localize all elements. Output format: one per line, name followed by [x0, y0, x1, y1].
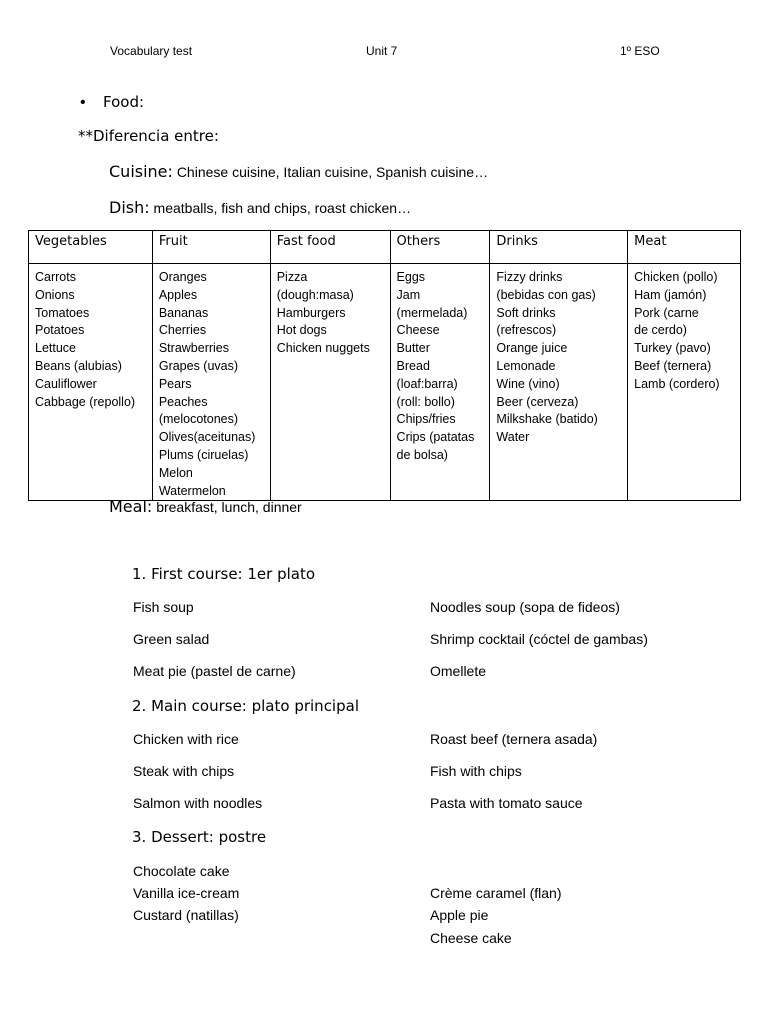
table-cell-line: Tomatoes — [35, 305, 90, 320]
table-cell-line: Cabbage (repollo) — [35, 394, 136, 409]
table-header: Others — [390, 231, 490, 264]
list-item: Steak with chips — [133, 763, 235, 779]
table-cell-line: Strawberries — [158, 341, 230, 356]
cuisine-examples: Chinese cuisine, Italian cuisine, Spanish cuisine… — [176, 164, 489, 180]
list-item: Salmon with noodles — [133, 795, 263, 811]
table-header: Fruit — [152, 231, 270, 264]
table-cell-line: (roll: bollo) — [396, 394, 455, 409]
header-right: 1º ESO — [620, 44, 660, 58]
table-cell-line: Fizzy drinks — [496, 270, 563, 284]
list-item: Noodles soup (sopa de fideos) — [430, 599, 620, 615]
list-item: Cheese cake — [430, 930, 512, 946]
list-item: Shrimp cocktail (cóctel de gambas) — [430, 631, 648, 647]
table-cell-meat — [628, 264, 741, 501]
table-cell-line: Orange juice — [496, 341, 568, 356]
diferencia-label: **Diferencia entre: — [78, 127, 219, 145]
table-cell-line: Milkshake (batido) — [496, 412, 598, 427]
list-item: Fish with chips — [430, 763, 522, 779]
table-cell-line: Chicken nuggets — [276, 341, 370, 356]
table-cell-line: Olives(aceitunas) — [158, 430, 256, 445]
dish-examples: meatballs, fish and chips, roast chicken… — [153, 200, 412, 216]
course-heading-dessert: 3. Dessert: postre — [132, 828, 267, 846]
table-cell-line: Chicken (pollo) — [634, 270, 718, 284]
table-cell-line: Water — [496, 430, 530, 445]
list-item: Apple pie — [430, 907, 489, 923]
table-cell-line: Bananas — [158, 305, 209, 320]
table-cell-others — [390, 264, 490, 501]
table-cell-line: Hamburgers — [276, 305, 346, 320]
table-cell-line: Peaches — [158, 394, 208, 409]
table-cell-line: Cheese — [396, 323, 440, 338]
table-cell-line: Potatoes — [35, 323, 85, 338]
list-item: Pasta with tomato sauce — [430, 795, 583, 811]
table-cell-fruit — [152, 264, 270, 501]
table-cell-line: Ham (jamón) — [634, 287, 707, 302]
table-cell-line: Soft drinks — [496, 305, 556, 320]
meal-examples: breakfast, lunch, dinner — [156, 499, 302, 515]
list-item: Green salad — [133, 631, 210, 647]
table-cell-line: Turkey (pavo) — [634, 341, 711, 356]
header-center: Unit 7 — [366, 44, 398, 58]
table-cell-drinks — [490, 264, 628, 501]
table-header: Meat — [628, 231, 741, 264]
meal-line — [109, 497, 302, 516]
table-cell-line: Jam — [396, 287, 421, 302]
table-cell-line: Hot dogs — [276, 323, 327, 338]
list-item: Custard (natillas) — [133, 907, 239, 923]
food-label: Food: — [103, 93, 145, 111]
table-cell-line: Carrots — [35, 270, 76, 284]
table-cell-line: Watermelon — [158, 483, 226, 498]
bullet-icon: • — [80, 94, 86, 111]
table-cell-line: Beans (alubias) — [35, 358, 122, 373]
table-cell-line: Eggs — [396, 270, 426, 284]
table-cell-line: Lettuce — [35, 341, 77, 356]
meal-term: Meal: — [109, 497, 153, 516]
table-cell-line: Butter — [396, 341, 430, 356]
table-cell-line: de cerdo) — [634, 323, 687, 338]
course-heading-first: 1. First course: 1er plato — [132, 565, 316, 583]
table-cell-line: Crips (patatas — [396, 430, 475, 445]
table-cell-line: (loaf:barra) — [396, 376, 458, 391]
table-cell-line: Beer (cerveza) — [496, 394, 579, 409]
table-header-row — [29, 231, 741, 264]
table-cell-line: Bread — [396, 358, 430, 373]
table-cell-line: Cauliflower — [35, 376, 97, 391]
table-cell-line: Pork (carne — [634, 305, 699, 320]
list-item: Crème caramel (flan) — [430, 885, 562, 901]
table-cell-line: Chips/fries — [396, 412, 456, 427]
dish-term: Dish: — [109, 198, 150, 217]
table-cell-line: Cherries — [158, 323, 207, 338]
list-item: Meat pie (pastel de carne) — [133, 663, 296, 679]
table-header: Fast food — [270, 231, 390, 264]
table-cell-line: (dough:masa) — [276, 287, 354, 302]
course-heading-main: 2. Main course: plato principal — [132, 697, 359, 715]
table-cell-fast-food — [270, 264, 390, 501]
table-cell-line: (melocotones) — [158, 412, 239, 427]
table-cell-line: Onions — [35, 287, 75, 302]
table-cell-line: Pizza — [276, 270, 308, 284]
list-item: Vanilla ice-cream — [133, 885, 240, 901]
table-cell-line: (bebidas con gas) — [496, 287, 596, 302]
table-cell-line: Plums (ciruelas) — [158, 447, 249, 462]
header-left: Vocabulary test — [110, 44, 193, 58]
list-item: Roast beef (ternera asada) — [430, 731, 598, 747]
table-cell-line: Grapes (uvas) — [158, 358, 239, 373]
dish-line — [109, 198, 411, 217]
table-cell-line: Wine (vino) — [496, 376, 560, 391]
cuisine-term: Cuisine: — [109, 162, 173, 181]
table-cell-line: Lamb (cordero) — [634, 376, 720, 391]
table-cell-line: Lemonade — [496, 358, 556, 373]
table-row — [29, 264, 741, 501]
table-cell-vegetables — [29, 264, 153, 501]
table-header: Drinks — [490, 231, 628, 264]
table-header: Vegetables — [29, 231, 153, 264]
table-cell-line: Beef (ternera) — [634, 358, 712, 373]
cuisine-line — [109, 162, 488, 181]
table-cell-line: de bolsa) — [396, 447, 448, 462]
list-item: Chocolate cake — [133, 863, 230, 879]
table-cell-line: (refrescos) — [496, 323, 557, 338]
table-cell-line: Pears — [158, 376, 192, 391]
table-cell-line: Melon — [158, 465, 193, 480]
table-cell-line: Apples — [158, 287, 198, 302]
table-cell-line: (mermelada) — [396, 305, 468, 320]
list-item: Fish soup — [133, 599, 194, 615]
table-cell-line: Oranges — [158, 270, 207, 284]
list-item: Omellete — [430, 663, 487, 679]
vocabulary-table — [28, 230, 741, 501]
list-item: Chicken with rice — [133, 731, 239, 747]
